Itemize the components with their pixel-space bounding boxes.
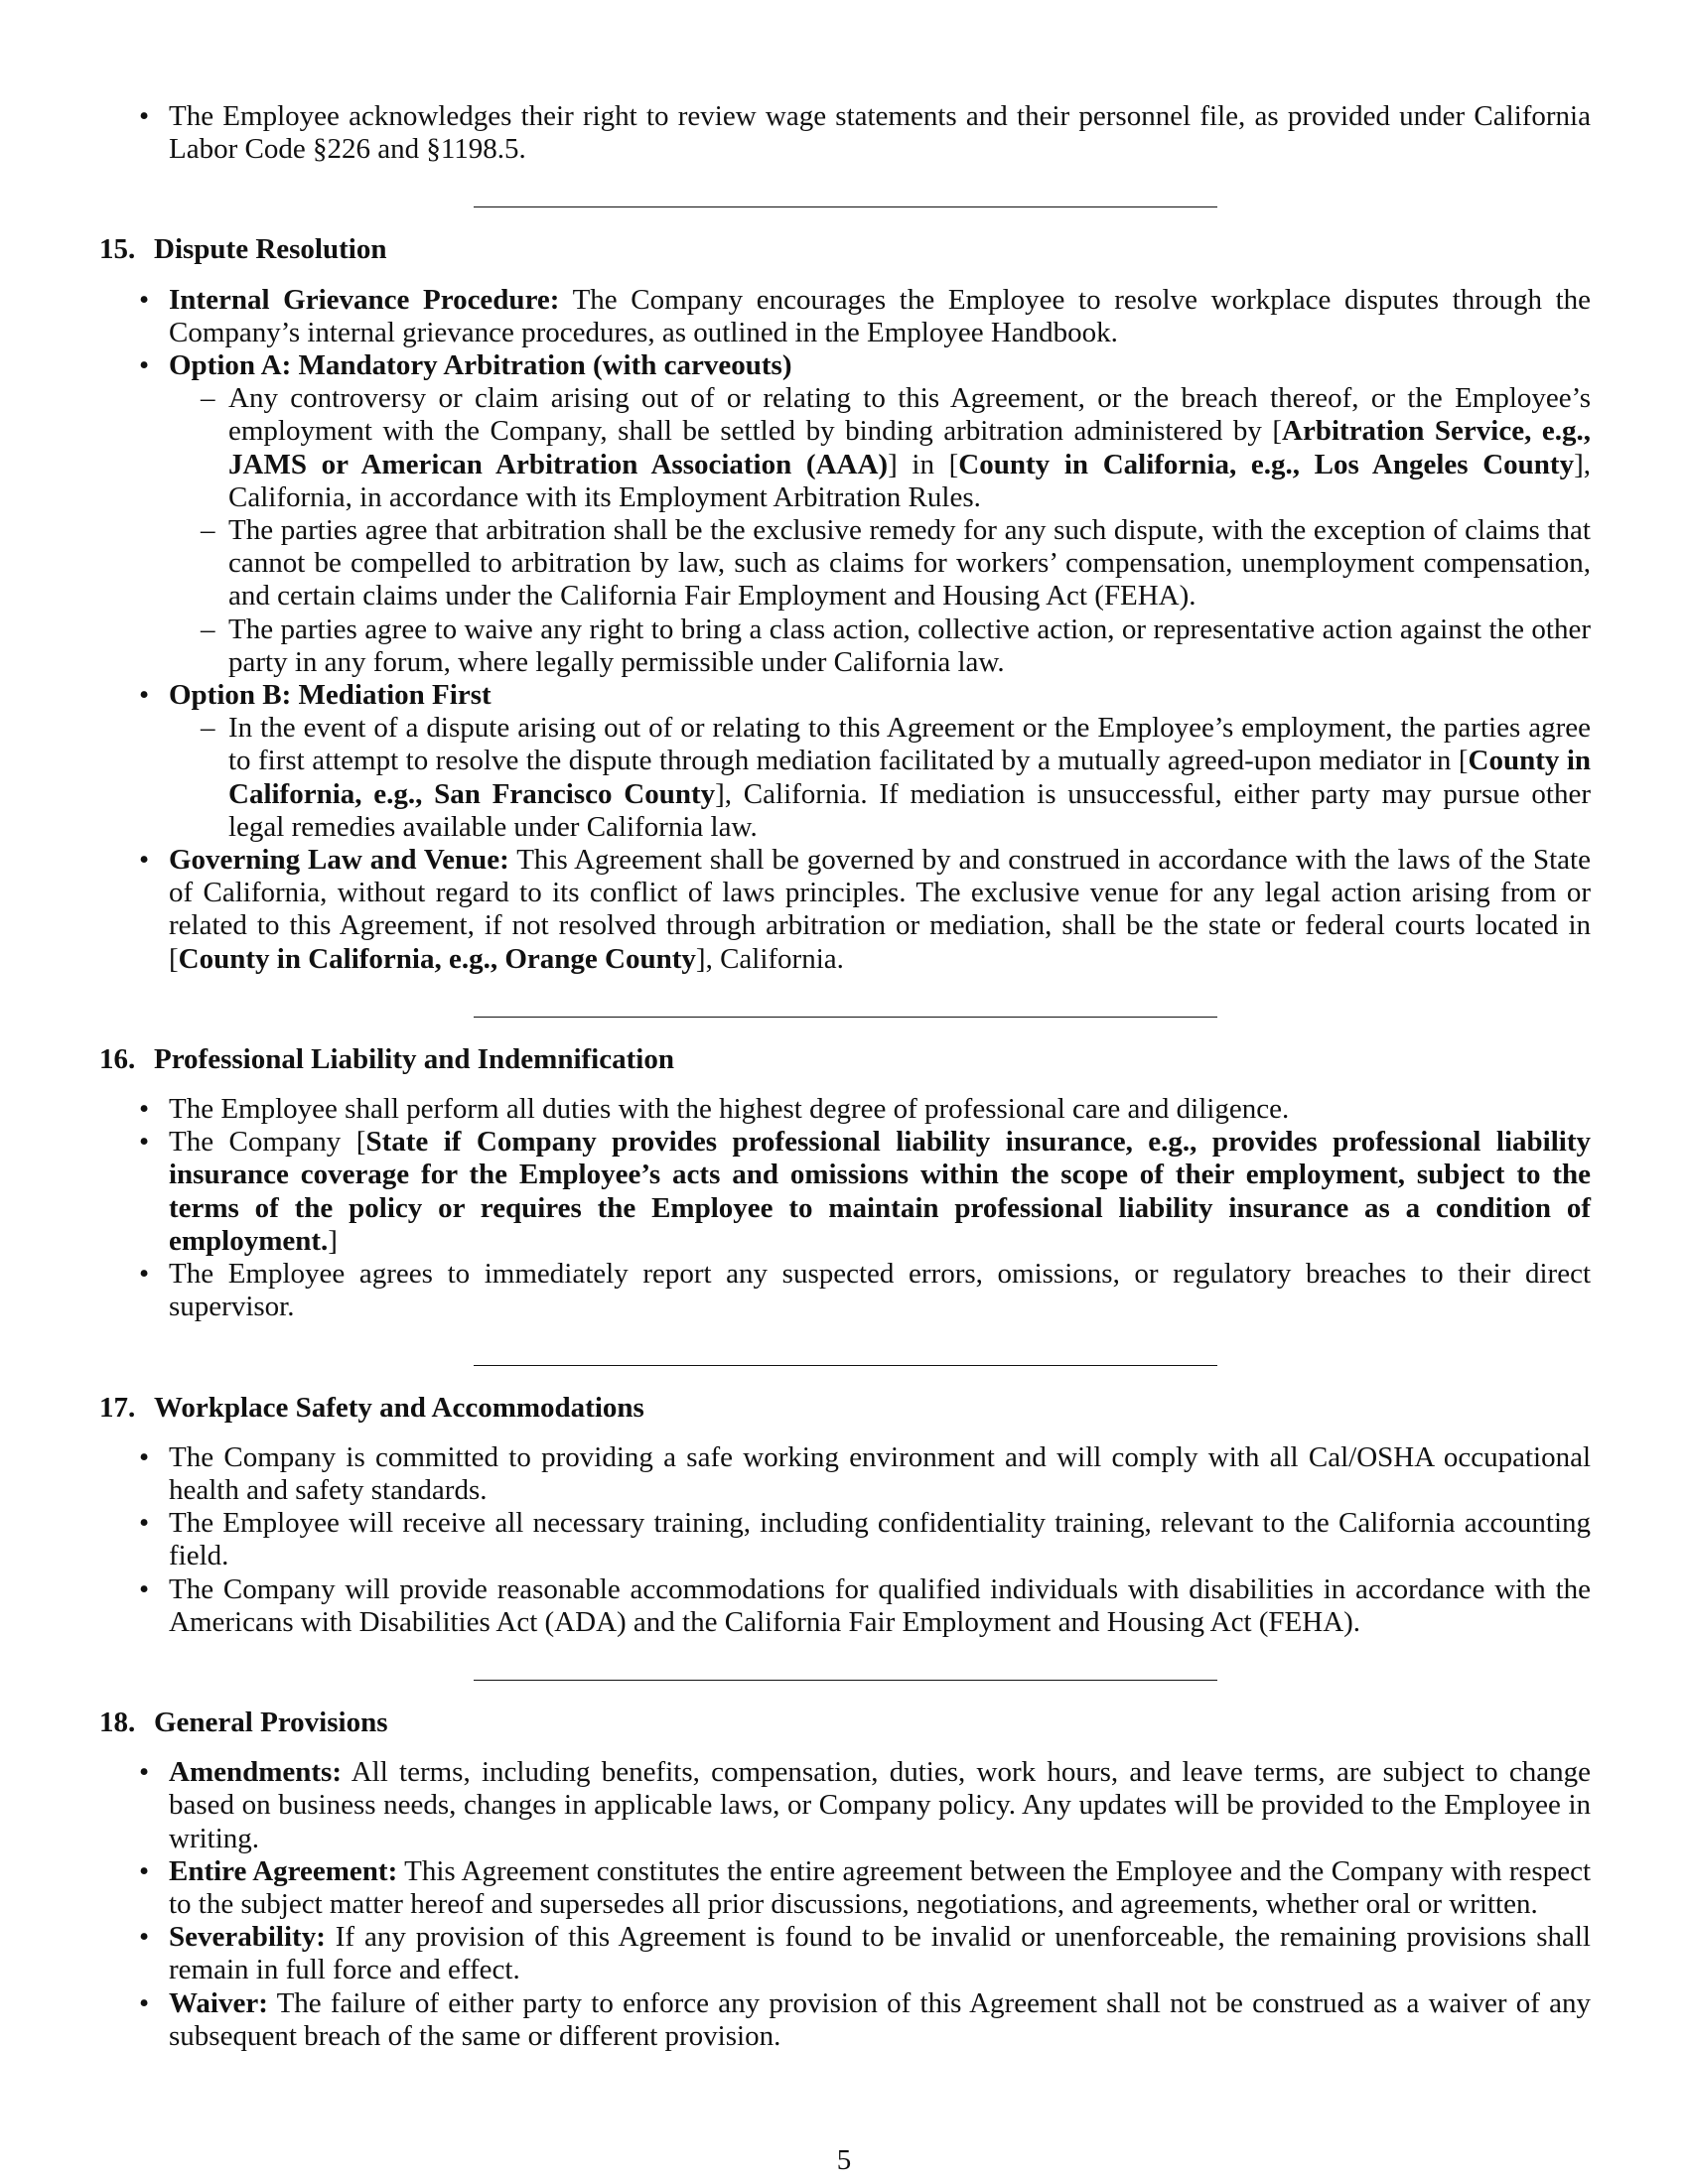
clause-text: The parties agree that arbitration shall be the exclusive remedy for any such dispute, with the exception of claims that cannot be compelled to arbitration by law, such as claims for workers’ compensation, unemployment compensation, and certain claims under the California Fair Employment and Housing Act (FEHA). (228, 514, 1591, 613)
placeholder-text: County in California, e.g., Los Angeles County (958, 448, 1575, 480)
section-divider (474, 1680, 1217, 1681)
document-page (99, 100, 1591, 2053)
clause-item (228, 514, 1591, 614)
section-divider (474, 1017, 1217, 1018)
clause-text: ], California. If mediation is unsuccessful, either party may pursue other legal remedies available under California law. (228, 777, 1591, 843)
section-number: 18. (99, 1706, 136, 1738)
item-text: The Employee agrees to immediately report any suspected errors, omissions, or regulatory breaches to their direct supervisor. (169, 1258, 1591, 1323)
list-item (169, 1441, 1591, 1507)
list-item-amendments (169, 1756, 1591, 1855)
item-text: The Employee will receive all necessary training, including confidentiality training, relevant to the California accounting field. (169, 1507, 1591, 1572)
list-item (169, 1573, 1591, 1639)
item-label: Severability: (169, 1921, 326, 1954)
item-text: ] (328, 1224, 338, 1257)
section-workplace-safety (99, 1392, 1591, 1639)
section-divider (474, 206, 1217, 207)
option-label: Option A: Mandatory Arbitration (with carveouts) (169, 349, 792, 382)
section-professional-liability (99, 1043, 1591, 1324)
option-label: Option B: Mediation First (169, 679, 492, 712)
placeholder-text: State if Company provides professional liability insurance, e.g., provides professional liability insurance coverage for the Employee’s acts and omissions within the scope of their employment, subject to the terms of the policy or requires the Employee to maintain professional liability insurance as a condition of employment. (169, 1126, 1591, 1257)
section-title: Dispute Resolution (154, 233, 387, 266)
item-label: Amendments: (169, 1756, 342, 1789)
item-text: ], California. (695, 942, 844, 975)
list-item-entire-agreement (169, 1855, 1591, 1921)
clause-text: ] in [ (888, 448, 959, 480)
list-item-option-b (169, 679, 1591, 844)
section-heading (99, 1392, 1591, 1425)
bullet-list (99, 1756, 1591, 2053)
list-item (169, 1126, 1591, 1258)
item-label: Governing Law and Venue: (169, 844, 509, 877)
clause-item (228, 614, 1591, 679)
clause-list (169, 712, 1591, 844)
list-item-waiver (169, 1987, 1591, 2053)
item-text: All terms, including benefits, compensation, duties, work hours, and leave terms, are subject to change based on business needs, changes in applicable laws, or Company policy. Any updates will be provided to the Employee in writing. (169, 1756, 1591, 1854)
section-title: Workplace Safety and Accommodations (154, 1391, 644, 1424)
item-text: The Employee acknowledges their right to review wage statements and their personnel file, as provided under California Labor Code §226 and §1198.5. (169, 100, 1591, 166)
clause-list (169, 382, 1591, 679)
clause-text: In the event of a dispute arising out of or relating to this Agreement or the Employee’s employment, the parties agree to first attempt to resolve the dispute through mediation facilitated by a mutually agreed-upon mediator in [ (228, 712, 1591, 777)
item-text: This Agreement shall be governed by and construed in accordance with the laws of the State of California, without regard to its conflict of laws principles. The exclusive venue for any legal action arising from or related to this Agreement, if not resolved through arbitration or mediation, shall be the state or federal courts located in [ (169, 844, 1591, 975)
list-item (169, 1093, 1591, 1126)
item-label: Internal Grievance Procedure: (169, 283, 560, 316)
item-text: If any provision of this Agreement is found to be invalid or unenforceable, the remaining provisions shall remain in full force and effect. (169, 1921, 1591, 1986)
placeholder-text: Arbitration Service, e.g., JAMS or American Arbitration Association (AAA) (228, 415, 1591, 480)
list-item-wage-statements (169, 100, 1591, 166)
section-heading (99, 233, 1591, 266)
section-title: General Provisions (154, 1706, 388, 1738)
bullet-list (99, 1093, 1591, 1323)
item-label: Waiver: (169, 1986, 268, 2019)
section-number: 16. (99, 1042, 136, 1075)
list-item-governing-law (169, 844, 1591, 976)
bullet-list (99, 1441, 1591, 1639)
item-text: The Employee shall perform all duties with the highest degree of professional care and diligence. (169, 1093, 1290, 1126)
item-text: The Company [ (169, 1126, 366, 1159)
clause-text: The parties agree to waive any right to bring a class action, collective action, or representative action against the other party in any forum, where legally permissible under California law. (228, 613, 1591, 678)
list-item-option-a (169, 349, 1591, 679)
section-title: Professional Liability and Indemnification (154, 1042, 674, 1075)
clause-item (228, 382, 1591, 514)
clause-item (228, 712, 1591, 844)
item-text: The Company encourages the Employee to resolve workplace disputes through the Company’s internal grievance procedures, as outlined in the Employee Handbook. (169, 283, 1592, 348)
item-label: Entire Agreement: (169, 1854, 398, 1887)
placeholder-text: County in California, e.g., San Francisco County (228, 745, 1592, 810)
section-heading (99, 1706, 1591, 1739)
clause-text: Any controversy or claim arising out of or relating to this Agreement, or the breach thereof, or the Employee’s employment with the Company, shall be settled by binding arbitration administered by [ (228, 382, 1591, 448)
carryover-list (99, 100, 1591, 166)
section-number: 15. (99, 233, 136, 266)
item-text: The failure of either party to enforce any provision of this Agreement shall not be construed as a waiver of any subsequent breach of the same or different provision. (169, 1986, 1591, 2052)
clause-text: ], California, in accordance with its Employment Arbitration Rules. (228, 448, 1591, 513)
section-number: 17. (99, 1391, 136, 1424)
list-item (169, 1258, 1591, 1323)
list-item (169, 1507, 1591, 1572)
bullet-list (99, 284, 1591, 976)
section-divider (474, 1365, 1217, 1366)
section-dispute-resolution (99, 233, 1591, 975)
item-text: The Company will provide reasonable accommodations for qualified individuals with disabilities in accordance with the Americans with Disabilities Act (ADA) and the California Fair Employment and Housing Act (FEHA). (169, 1572, 1591, 1638)
item-text: This Agreement constitutes the entire agreement between the Employee and the Company with respect to the subject matter hereof and supersedes all prior discussions, negotiations, and agreements, whether oral or written. (169, 1854, 1592, 1920)
placeholder-text: County in California, e.g., Orange County (178, 942, 696, 975)
page-number: 5 (836, 2144, 852, 2176)
section-heading (99, 1043, 1591, 1076)
list-item-internal-grievance (169, 284, 1591, 349)
section-general-provisions (99, 1706, 1591, 2053)
list-item-severability (169, 1921, 1591, 1986)
item-text: The Company is committed to providing a safe working environment and will comply with all Cal/OSHA occupational health and safety standards. (169, 1440, 1591, 1506)
